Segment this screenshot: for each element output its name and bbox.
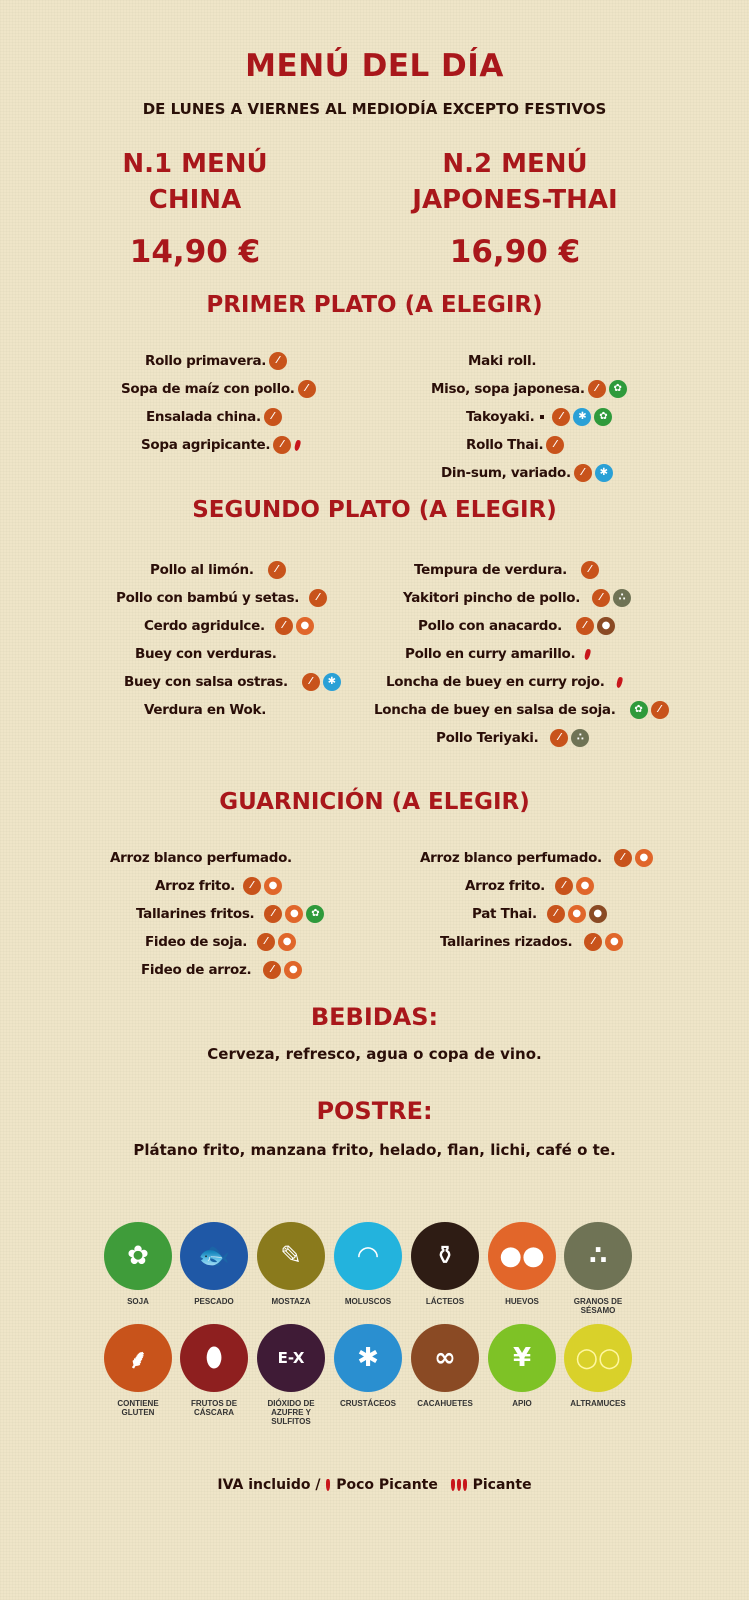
bebidas-text: Cerveza, refresco, agua o copa de vino. [207, 1045, 542, 1063]
sulfites-icon: E-X [257, 1324, 325, 1392]
allergen-legend-item [410, 1324, 480, 1408]
eggs-icon: ● [635, 849, 653, 867]
list-item: Pollo en curry amarillo. [405, 644, 590, 664]
eggs-icon: ● [568, 905, 586, 923]
gluten-icon: ⁄ [302, 673, 320, 691]
gluten-icon: ⁄ [273, 436, 291, 454]
menu1-line1: N.1 MENÚ [122, 149, 268, 179]
gluten-icon: ⁄ [576, 617, 594, 635]
eggs-icon: ● [605, 933, 623, 951]
section-postre: POSTRE: [316, 1097, 433, 1125]
milk-jug-icon: ⚱ [411, 1222, 479, 1290]
chili-icon [584, 648, 592, 660]
sesame-icon: ∴ [613, 589, 631, 607]
crab-icon: ✱ [323, 673, 341, 691]
allergen-label: MOLUSCOS [344, 1297, 392, 1306]
list-item: Pat Thai. ⁄ ● ● [472, 904, 607, 924]
eggs-icon: ● [285, 905, 303, 923]
allergen-label: DIÓXIDO DE AZUFRE Y SULFITOS [267, 1399, 315, 1426]
soy-icon: ✿ [306, 905, 324, 923]
menu2-line2: JAPONES-THAI [412, 185, 618, 215]
allergen-legend-item [103, 1222, 173, 1306]
allergen-label: PESCADO [194, 1297, 234, 1306]
list-item: Rollo Thai. ⁄ [466, 435, 564, 455]
soy-icon: ✿ [104, 1222, 172, 1290]
allergen-legend-item [103, 1324, 173, 1417]
allergen-label: CONTIENE GLUTEN [117, 1399, 159, 1417]
list-item: Takoyaki. ⁄ ✱ ✿ [466, 407, 612, 427]
list-item: Arroz blanco perfumado. ⁄ ● [420, 848, 653, 868]
list-item: Tallarines fritos. ⁄ ● ✿ [136, 904, 324, 924]
list-item: Arroz frito. ⁄ ● [465, 876, 594, 896]
gluten-icon: ⁄ [584, 933, 602, 951]
page-title: MENÚ DEL DÍA [245, 48, 504, 84]
sesame-icon: ∴ [564, 1222, 632, 1290]
list-item: Fideo de arroz. ⁄ ● [141, 960, 302, 980]
allergen-legend-item [333, 1222, 403, 1306]
peanut-icon: ● [597, 617, 615, 635]
allergen-label: GRANOS DE SÉSAMO [573, 1297, 623, 1315]
poco-picante-label: Poco Picante [336, 1477, 438, 1493]
chili-icon [326, 1479, 330, 1491]
gluten-icon: ⁄ [309, 589, 327, 607]
gluten-icon: ⁄ [268, 561, 286, 579]
gluten-icon: ⁄ [264, 408, 282, 426]
allergen-label: CRUSTÁCEOS [339, 1399, 396, 1408]
soy-icon: ✿ [594, 408, 612, 426]
allergen-label: CACAHUETES [417, 1399, 473, 1408]
postre-text: Plátano frito, manzana frito, helado, flan, lichi, café o te. [133, 1141, 616, 1159]
celery-icon: ¥ [488, 1324, 556, 1392]
chili-icon [451, 1479, 455, 1491]
list-item: Pollo al limón. ⁄ [150, 560, 286, 580]
soy-icon: ✿ [609, 380, 627, 398]
gluten-icon: ⁄ [552, 408, 570, 426]
gluten-icon: ⁄ [651, 701, 669, 719]
picante-label: Picante [472, 1477, 532, 1493]
list-item: Arroz frito. ⁄ ● [155, 876, 282, 896]
chili-icon [294, 439, 302, 451]
list-item: Yakitori pincho de pollo. ⁄ ∴ [403, 588, 631, 608]
allergen-legend-item [179, 1222, 249, 1306]
soy-icon: ✿ [630, 701, 648, 719]
peanut-icon: ● [589, 905, 607, 923]
list-item: Verdura en Wok. [144, 702, 267, 718]
gluten-icon: ⁄ [263, 961, 281, 979]
list-item: Pollo con anacardo. ⁄ ● [418, 616, 615, 636]
list-item: Maki roll. [468, 353, 537, 369]
list-item: Sopa agripicante. ⁄ [141, 435, 300, 455]
section-segundo-plato: SEGUNDO PLATO (A ELEGIR) [192, 497, 557, 523]
menu2-price: 16,90 € [449, 234, 581, 270]
menu1-title [90, 146, 300, 218]
allergen-legend-item [487, 1222, 557, 1306]
list-item: Rollo primavera. ⁄ [145, 351, 287, 371]
allergen-legend-item [333, 1324, 403, 1408]
menu2-line1: N.2 MENÚ [442, 149, 588, 179]
allergen-label: FRUTOS DE CÁSCARA [190, 1399, 238, 1417]
allergen-legend-item [563, 1222, 633, 1315]
gluten-icon: ⁄ [243, 877, 261, 895]
section-primer-plato: PRIMER PLATO (A ELEGIR) [206, 292, 543, 318]
list-item: Tallarines rizados. ⁄ ● [440, 932, 623, 952]
gluten-icon: ⁄ [614, 849, 632, 867]
wheat-icon: ⸙ [104, 1324, 172, 1392]
crab-icon: ✱ [334, 1324, 402, 1392]
allergen-label: LÁCTEOS [425, 1297, 465, 1306]
list-item: Miso, sopa japonesa. ⁄ ✿ [431, 379, 627, 399]
allergen-legend-item [256, 1324, 326, 1426]
gluten-icon: ⁄ [257, 933, 275, 951]
list-item: Buey con salsa ostras. ⁄ ✱ [124, 672, 341, 692]
list-item: Ensalada china. ⁄ [146, 407, 282, 427]
list-item: Loncha de buey en salsa de soja. ✿ ⁄ [374, 700, 669, 720]
eggs-icon: ●● [488, 1222, 556, 1290]
gluten-icon: ⁄ [264, 905, 282, 923]
gluten-icon: ⁄ [275, 617, 293, 635]
menu2-title [380, 146, 650, 218]
gluten-icon: ⁄ [588, 380, 606, 398]
list-item: Din-sum, variado. ⁄ ✱ [441, 463, 613, 483]
list-item: Buey con verduras. [135, 646, 277, 662]
gluten-icon: ⁄ [298, 380, 316, 398]
gluten-icon: ⁄ [547, 905, 565, 923]
page-subtitle: DE LUNES A VIERNES AL MEDIODÍA EXCEPTO FESTIVOS [142, 100, 607, 118]
gluten-icon: ⁄ [581, 561, 599, 579]
eggs-icon: ● [576, 877, 594, 895]
gluten-icon: ⁄ [269, 352, 287, 370]
allergen-label: HUEVOS [505, 1297, 539, 1306]
fish-icon: 🐟 [180, 1222, 248, 1290]
list-item: Sopa de maíz con pollo. ⁄ [121, 379, 316, 399]
footer [0, 1477, 749, 1493]
mustard-icon: ✎ [257, 1222, 325, 1290]
allergen-label: MOSTAZA [271, 1297, 311, 1306]
allergen-label: APIO [512, 1399, 532, 1408]
gluten-icon: ⁄ [555, 877, 573, 895]
list-item: Arroz blanco perfumado. [110, 850, 292, 866]
allergen-legend-item [563, 1324, 633, 1408]
list-item: Pollo con bambú y setas. ⁄ [116, 588, 327, 608]
allergen-legend-item [487, 1324, 557, 1408]
eggs-icon: ● [264, 877, 282, 895]
gluten-icon: ⁄ [592, 589, 610, 607]
allergen-legend-item [256, 1222, 326, 1306]
list-item: Pollo Teriyaki. ⁄ ∴ [436, 728, 589, 748]
allergen-label: SOJA [127, 1297, 149, 1306]
section-bebidas: BEBIDAS: [310, 1003, 439, 1031]
iva-text: IVA incluido / [217, 1477, 321, 1493]
eggs-icon: ● [296, 617, 314, 635]
menu1-line2: CHINA [148, 185, 242, 215]
allergen-label: ALTRAMUCES [570, 1399, 626, 1408]
menu1-price: 14,90 € [129, 234, 261, 270]
crab-icon: ✱ [573, 408, 591, 426]
crab-icon: ✱ [595, 464, 613, 482]
shell-icon: ◠ [334, 1222, 402, 1290]
peanut-icon: ∞ [411, 1324, 479, 1392]
list-item: Loncha de buey en curry rojo. [386, 672, 622, 692]
gluten-icon: ⁄ [550, 729, 568, 747]
nut-icon: ⬮ [180, 1324, 248, 1392]
section-guarnicion: GUARNICIÓN (A ELEGIR) [219, 789, 530, 815]
gluten-icon: ⁄ [574, 464, 592, 482]
eggs-icon: ● [284, 961, 302, 979]
list-item: Fideo de soja. ⁄ ● [145, 932, 296, 952]
allergen-legend-item [179, 1324, 249, 1417]
sesame-icon: ∴ [571, 729, 589, 747]
allergen-legend-item [410, 1222, 480, 1306]
list-item: Tempura de verdura. ⁄ [414, 560, 599, 580]
lupin-icon: ○○ [564, 1324, 632, 1392]
chili-icon [615, 676, 623, 688]
gluten-icon: ⁄ [546, 436, 564, 454]
eggs-icon: ● [278, 933, 296, 951]
list-item: Cerdo agridulce. ⁄ ● [144, 616, 314, 636]
